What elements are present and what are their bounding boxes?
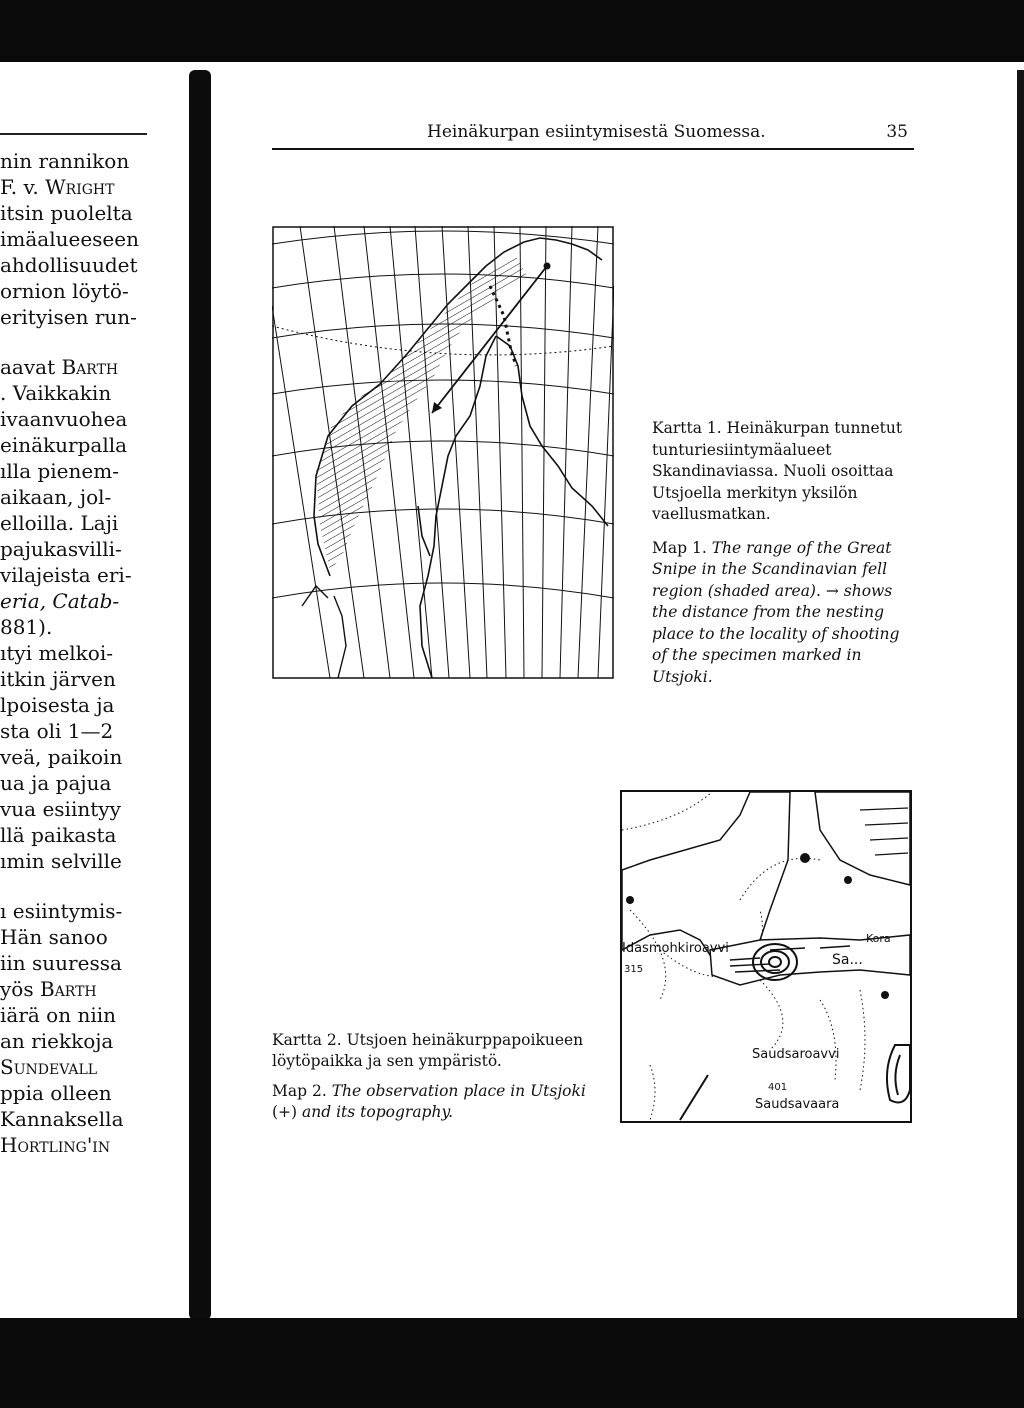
map2-observation-point <box>626 896 634 904</box>
text-line: sta oli 1—2 <box>0 719 114 743</box>
map2-label-elevation-315: 315 <box>624 964 644 975</box>
text-line: ahdollisuudet <box>0 253 138 277</box>
text-line: iin suuressa <box>0 951 122 975</box>
text-line: nin rannikon <box>0 149 130 173</box>
text-line: vilajeista eri- <box>0 563 132 587</box>
map2-label-saudsavaara: Saudsavaara <box>755 1097 840 1112</box>
text-line: ua ja pajua <box>0 771 112 795</box>
scan-top-border <box>0 0 1024 62</box>
text-line: pajukasvilli- <box>0 537 122 561</box>
text-line: elloilla. Laji <box>0 511 119 535</box>
map2-label-elevation-401: 401 <box>768 1082 788 1093</box>
text-line: vua esiintyy <box>0 797 121 821</box>
text-line: itsin puolelta <box>0 201 133 225</box>
map2-label-river: Sa... <box>832 952 863 968</box>
text-line: ppia olleen <box>0 1081 112 1105</box>
text-line: yös Barth <box>0 977 97 1001</box>
text-line: einäkurpalla <box>0 433 128 457</box>
text-line: ornion löytö- <box>0 279 129 303</box>
map2-label-saudsaroavvi: Saudsaroavvi <box>752 1047 840 1062</box>
map1-caption-finnish: Kartta 1. Heinäkurpan tunnetut tunturiesiintymäalueet Skandinaviassa. Nuoli osoittaa Utsjoella merkityn yksilön vaellusmatkan. <box>652 419 903 523</box>
left-page-rule <box>0 133 147 135</box>
left-page-text <box>0 148 150 1158</box>
text-line: Hän sanoo <box>0 925 108 949</box>
scan-bottom-border <box>0 1318 1024 1408</box>
map2-utsjoki-topography <box>620 790 912 1123</box>
map2-caption <box>272 1030 602 1123</box>
text-line: aikaan, jol- <box>0 485 112 509</box>
text-line: itkin järven <box>0 667 116 691</box>
text-line: . Vaikkakin <box>0 381 112 405</box>
map2-small-lake <box>800 853 810 863</box>
text-line: Sundevall <box>0 1055 98 1079</box>
text-line: an riekkoja <box>0 1029 114 1053</box>
text-line: llä paikasta <box>0 823 117 847</box>
running-header <box>272 118 912 146</box>
page-number: 35 <box>886 122 908 142</box>
text-line: aavat Barth <box>0 355 119 379</box>
map1-caption-english: Map 1. The range of the Great Snipe in the Scandinavian fell region (shaded area). → shows the distance from the nesting place to the locality of shooting of the specimen marked in Utsjoki. <box>652 538 900 686</box>
map2-label-idasmohkiroavvi: Idasmohkiroavvi <box>622 941 729 956</box>
text-line: iärä on niin <box>0 1003 116 1027</box>
map2-caption-finnish: Kartta 2. Utsjoen heinäkurppapoikueen löytöpaikka ja sen ympäristö. <box>272 1031 584 1070</box>
map2-small-lake <box>844 876 852 884</box>
text-line: ivaanvuohea <box>0 407 128 431</box>
text-line: ıtyi melkoi- <box>0 641 113 665</box>
text-line: erityisen run- <box>0 305 137 329</box>
text-line: eria, Catab- <box>0 589 120 613</box>
map2-caption-english: Map 2. The observation place in Utsjoki (+) and its topography. <box>272 1082 586 1121</box>
text-line: lpoisesta ja <box>0 693 115 717</box>
text-line: ı esiintymis- <box>0 899 123 923</box>
text-line: F. v. Wright <box>0 175 115 199</box>
text-line: 881). <box>0 615 53 639</box>
page-edge-shadow <box>1017 70 1024 1318</box>
map2-label-kora: Kora <box>866 932 891 945</box>
book-spine-shadow <box>189 70 211 1320</box>
text-line: veä, paikoin <box>0 745 123 769</box>
text-line: ımin selville <box>0 849 122 873</box>
text-line: imäalueeseen <box>0 227 139 251</box>
header-title: Heinäkurpan esiintymisestä Suomessa. <box>427 122 766 142</box>
map1-scandinavia <box>272 226 614 679</box>
map2-small-lake <box>881 991 889 999</box>
text-line: Hortling'in <box>0 1133 111 1157</box>
header-rule <box>272 148 914 150</box>
map1-caption <box>652 418 914 688</box>
text-line: ılla pienem- <box>0 459 119 483</box>
text-line: Kannaksella <box>0 1107 124 1131</box>
